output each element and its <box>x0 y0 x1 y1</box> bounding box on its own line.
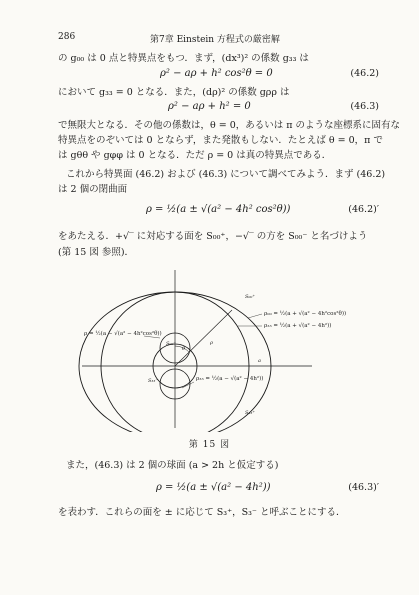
body-line: (第 15 図 参照)． <box>58 247 135 258</box>
body-line: 特異点をのぞいては 0 とならず，また発散もしない．たとえば θ = 0，π で <box>58 135 383 146</box>
leader-line <box>248 314 262 318</box>
page-number: 286 <box>58 32 76 42</box>
s00-minus-label: S₀₀⁻ <box>166 341 177 347</box>
body-line: を表わす．これらの面を ± に応じて S₃⁺，S₃⁻ と呼ぶことにする． <box>58 507 346 518</box>
equation-number: (46.2) <box>350 68 379 79</box>
equation-number: (46.3) <box>350 101 379 112</box>
leader-line <box>182 382 194 388</box>
rho-outer-label: ρ₀₀ = ½(a + √(a² − 4h²cos²θ)) <box>264 311 347 317</box>
body-line: は gθθ や gφφ は 0 となる．ただ ρ = 0 は真の特異点である． <box>58 150 332 161</box>
figure-caption: 第 15 図 <box>188 440 231 450</box>
theta-label: θ <box>182 346 186 352</box>
body-line: また，(46.3) は 2 個の球面 (a > 2h と仮定する) <box>66 460 279 471</box>
rho-33-plus-label: ρ₃₃ = ½(a + √(a² − 4h²)) <box>264 323 332 329</box>
body-line: で無限大となる．その他の係数は，θ = 0，あるいは π のような座標系に固有な <box>58 120 401 131</box>
running-header: 第7章 Einstein 方程式の厳密解 <box>150 35 280 45</box>
rho-label: ρ <box>210 340 213 346</box>
equation: ρ² − aρ + h² cos²θ = 0 <box>160 68 273 79</box>
equation-number: (46.3)′ <box>348 482 379 493</box>
a-label: a <box>258 358 261 364</box>
figure-15 <box>0 262 419 432</box>
s00-plus-label: S₀₀⁺ <box>245 294 256 300</box>
equation: ρ = ½(a ± √(a² − 4h² cos²θ)) <box>146 204 291 215</box>
body-line: をあたえる．+√‾ に対応する面を S₀₀⁺，−√‾ の方を S₀₀⁻ と名づけよう <box>58 231 368 242</box>
s33-minus-label: S₃₃⁻ <box>148 378 159 384</box>
s33-plus-label: S₃₃⁺ <box>245 410 256 416</box>
equation-number: (46.2)′ <box>348 204 379 215</box>
body-line: において g₃₃ = 0 となる．また，(dρ)² の係数 gρρ は <box>58 87 290 98</box>
body-line: は 2 個の閉曲面 <box>58 184 128 195</box>
equation: ρ² − aρ + h² = 0 <box>168 101 251 112</box>
rho-33-minus-label: ρ₃₃ = ½(a − √(a² − 4h²)) <box>196 376 264 382</box>
body-line: の g₀₀ は 0 点と特異点をもつ．まず，(dx³)² の係数 g₃₃ は <box>58 53 309 64</box>
body-line: これから特異面 (46.2) および (46.3) について調べてみよう．まず (46.2) <box>66 169 386 180</box>
equation: ρ = ½(a ± √(a² − 4h²)) <box>156 482 271 493</box>
rho-inner-label: ρ = ½(a − √(a² − 4h²cos²θ)) <box>84 331 162 337</box>
radius-line <box>175 310 232 366</box>
